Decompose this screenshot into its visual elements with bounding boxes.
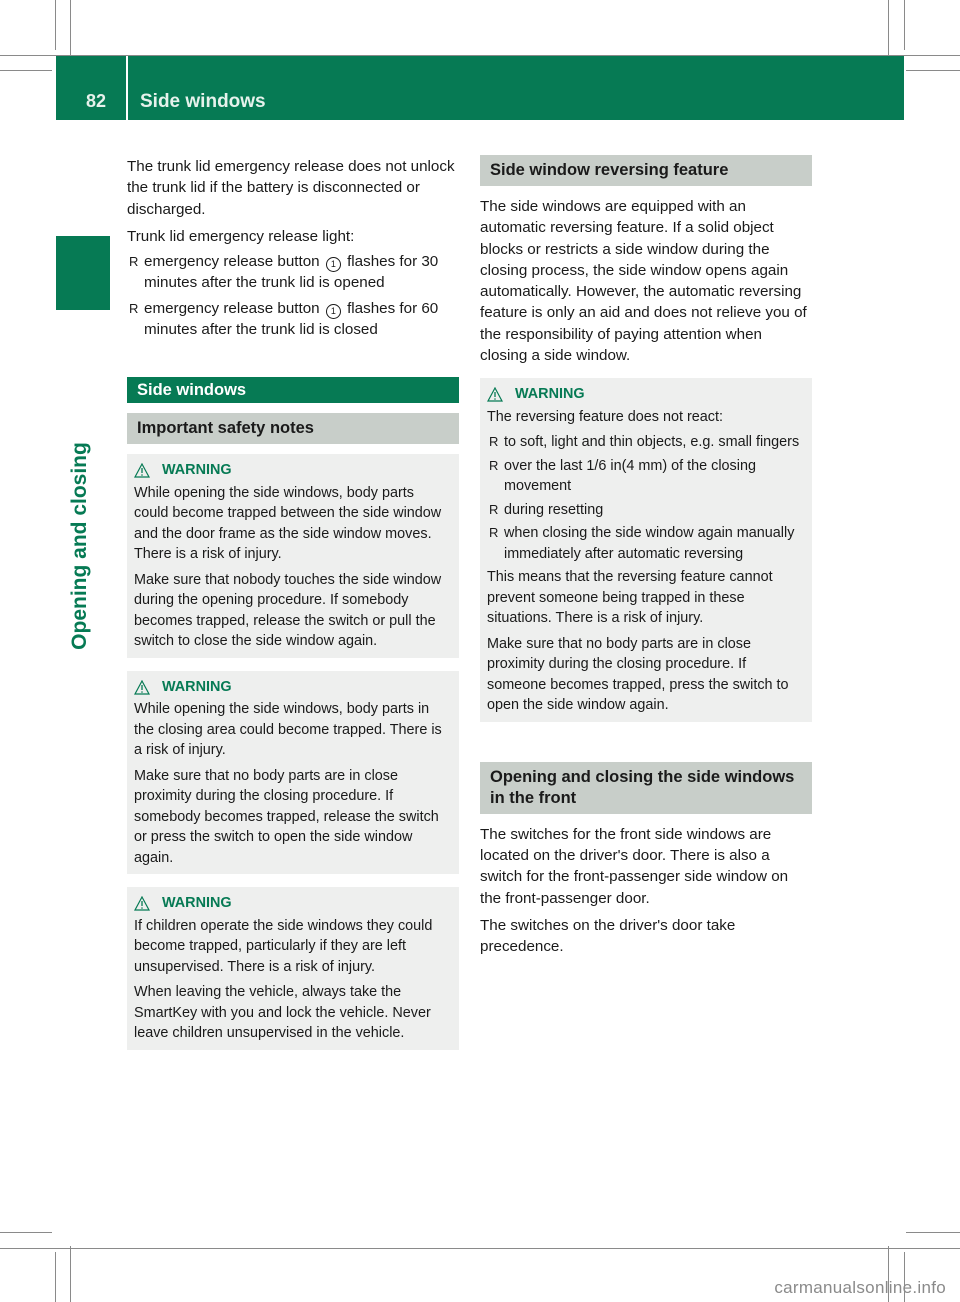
warning-box bbox=[127, 454, 459, 658]
crop-mark bbox=[0, 1232, 52, 1233]
subsection-heading: Opening and closing the side windows in the front bbox=[480, 762, 812, 814]
warning-box bbox=[127, 887, 459, 1050]
chapter-label: Opening and closing bbox=[68, 442, 91, 650]
warning-header bbox=[134, 677, 452, 698]
list-item: R when closing the side window again manually immediately after automatic reversing bbox=[487, 523, 805, 564]
warning-header bbox=[134, 893, 452, 914]
warning-header bbox=[134, 460, 452, 481]
warning-triangle-icon bbox=[487, 387, 503, 402]
warning-label: WARNING bbox=[162, 462, 232, 479]
warning-header bbox=[487, 384, 805, 405]
warning-text: While opening the side windows, body parts in the closing area could become trapped. There is a risk of injury. bbox=[134, 701, 442, 759]
page-number: 82 bbox=[86, 91, 107, 111]
header-divider bbox=[126, 56, 128, 120]
body-paragraph: The side windows are equipped with an automatic reversing feature. If a solid object blocks or restricts a side window during the closing process, the side window opens again automatically. However, the automatic reversing feature is only an aid and does not relieve you of the responsibility of paying attention when closing a side window. bbox=[480, 198, 807, 365]
list-item bbox=[127, 298, 459, 341]
crop-mark bbox=[906, 70, 960, 71]
warning-text: Make sure that nobody touches the side window during the opening procedure. If somebody becomes trapped, release the switch or pull the switch to close the side window again. bbox=[134, 571, 442, 650]
warning-label: WARNING bbox=[162, 678, 232, 695]
crop-mark bbox=[906, 1232, 960, 1233]
list-item: R during resetting bbox=[487, 500, 805, 521]
list-item bbox=[127, 251, 459, 294]
warning-triangle-icon bbox=[134, 680, 150, 695]
crop-mark bbox=[888, 0, 889, 56]
warning-label: WARNING bbox=[515, 386, 585, 403]
list-item: R to soft, light and thin objects, e.g. small fingers bbox=[487, 432, 805, 453]
bullet-text: flashes for 30 minutes after the trunk lid is opened bbox=[144, 253, 439, 292]
warning-text: Make sure that no body parts are in close proximity during the closing procedure. If someone becomes trapped, press the switch to open the side window again. bbox=[487, 635, 789, 714]
crop-mark bbox=[0, 1248, 960, 1249]
subsection-heading: Important safety notes bbox=[127, 413, 459, 444]
crop-mark bbox=[55, 0, 56, 50]
warning-text: While opening the side windows, body parts could become trapped between the side window and the door frame as the side window moves. There is a risk of injury. bbox=[134, 484, 442, 563]
page-title: Side windows bbox=[140, 91, 266, 112]
crop-mark bbox=[0, 70, 52, 71]
body-paragraph: The switches for the front side windows are located on the driver's door. There is also a switch for the front-passenger side window on the front-passenger door. bbox=[480, 825, 789, 907]
warning-text: The reversing feature does not react: bbox=[487, 408, 723, 425]
bullet-text: flashes for 60 minutes after the trunk lid is closed bbox=[144, 299, 439, 339]
callout-marker-icon: 1 bbox=[326, 304, 341, 319]
subsection-heading: Side window reversing feature bbox=[480, 155, 812, 186]
warning-label: WARNING bbox=[162, 895, 232, 912]
bullet-text: emergency release button bbox=[144, 253, 320, 271]
body-paragraph: The switches on the driver's door take precedence. bbox=[480, 917, 736, 956]
warning-triangle-icon bbox=[134, 463, 150, 478]
section-heading: Side windows bbox=[127, 377, 459, 403]
crop-mark bbox=[55, 1252, 56, 1302]
crop-mark bbox=[904, 0, 905, 50]
warning-text: If children operate the side windows they could become trapped, particularly if they are left unsupervised. There is a risk of injury. bbox=[134, 917, 433, 975]
crop-mark bbox=[70, 0, 71, 56]
body-paragraph: Trunk lid emergency release light: bbox=[127, 227, 355, 245]
warning-text: This means that the reversing feature cannot prevent someone being trapped in these situations. There is a risk of injury. bbox=[487, 569, 773, 627]
crop-mark bbox=[70, 1246, 71, 1302]
list-item: R over the last 1/6 in(4 mm) of the closing movement bbox=[487, 456, 805, 497]
chapter-tab bbox=[56, 236, 110, 310]
bullet-text: emergency release button bbox=[144, 299, 320, 317]
warning-text: Make sure that no body parts are in close proximity during the closing procedure. If somebody becomes trapped, release the switch or press the switch to open the side window again. bbox=[134, 767, 439, 866]
warning-box bbox=[127, 671, 459, 875]
callout-marker-icon: 1 bbox=[326, 257, 341, 272]
warning-triangle-icon bbox=[134, 896, 150, 911]
watermark: carmanualsonline.info bbox=[774, 1278, 946, 1297]
warning-box bbox=[480, 378, 812, 722]
left-column bbox=[127, 156, 459, 1050]
warning-text: When leaving the vehicle, always take the SmartKey with you and lock the vehicle. Never leave children unsupervised in the vehicle. bbox=[134, 984, 431, 1042]
right-column bbox=[480, 155, 812, 964]
body-paragraph: The trunk lid emergency release does not unlock the trunk lid if the battery is disconnected or discharged. bbox=[127, 158, 455, 218]
